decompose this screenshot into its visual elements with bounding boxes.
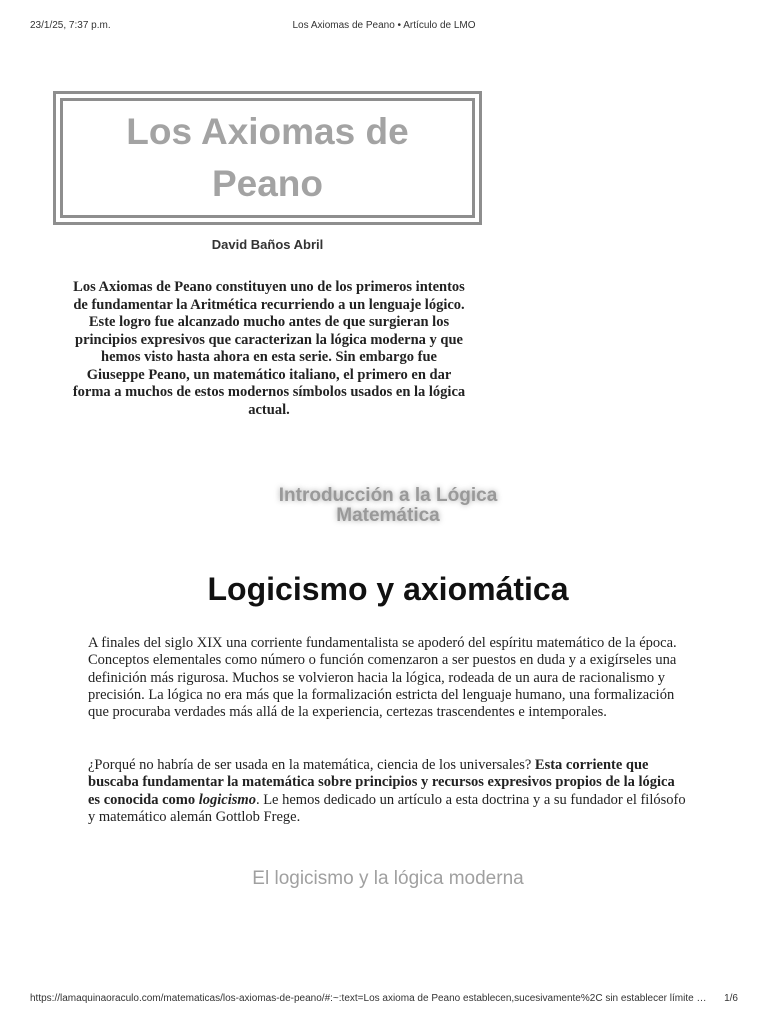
article-author: David Baños Abril <box>211 237 324 252</box>
print-url: https://lamaquinaoraculo.com/matematicas/los-axiomas-de-peano/#:~:text=Los axioma de Peano establecen,sucesivamente%2C sin establecer límite … <box>30 993 707 1004</box>
series-link[interactable]: Introducción a la Lógica Matemática <box>278 485 498 526</box>
print-datetime: 23/1/25, 7:37 p.m. <box>30 20 111 31</box>
article-title: Los Axiomas de Peano <box>126 111 409 204</box>
print-page-title: Los Axiomas de Peano • Artículo de LMO <box>292 20 476 31</box>
print-page-number: 1/6 <box>724 993 738 1004</box>
related-article-link[interactable]: El logicismo y la lógica moderna <box>252 868 524 889</box>
paragraph-2-end: . Le hemos dedicado un artículo a esta doctrina y a su fundador el filósofo y matemático alemán Gottlob Frege. <box>88 791 686 825</box>
logicismo-term: logicismo <box>198 791 256 808</box>
article-abstract: Los Axiomas de Peano constituyen uno de los primeros intentos de fundamentar la Aritmética recurriendo a un lenguaje lógico. Este logro fue alcanzado mucho antes de que surgieran los principios expresivos que caracterizan la lógica moderna y que hemos visto hasta ahora en esta serie. Sin embargo fue Giuseppe Peano, un matemático italiano, el primero en dar forma a muchos de estos modernos símbolos usados en la lógica actual. <box>72 279 466 418</box>
section-heading: Logicismo y axiomática <box>207 571 569 607</box>
paragraph-2-bold: Esta corriente que buscaba fundamentar la matemática sobre principios y recursos expresivos propios de la lógica es conocida como logicismo <box>88 757 675 808</box>
paragraph-1: A finales del siglo XIX una corriente fundamentalista se apoderó del espíritu matemático de la época. Conceptos elementales como número o función comenzaron a ser puestos en duda y a exigírseles una definición más rigurosa. Muchos se volvieron hacia la lógica, rodeada de un aura de racionalismo y precisión. La lógica no era más que la formalización estricta del lenguaje humano, una formalización que procuraba verdades más allá de la experiencia, certezas trascendentes e intemporales. <box>88 635 677 721</box>
paragraph-2-intro: ¿Porqué no habría de ser usada en la matemática, ciencia de los universales? <box>88 757 535 773</box>
paragraph-2 <box>88 757 688 826</box>
title-frame <box>53 91 482 225</box>
title-frame-inner <box>60 98 475 218</box>
